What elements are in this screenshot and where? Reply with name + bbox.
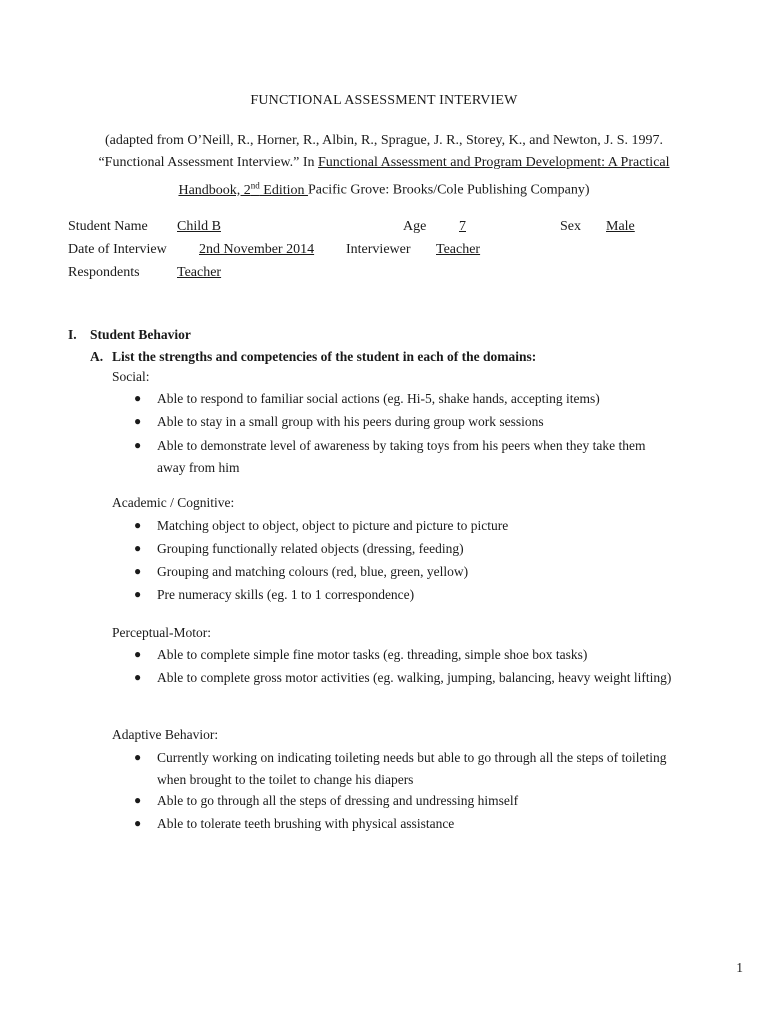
bullet-icon: ● [134,541,142,555]
citation-handbook: Handbook, 2 [178,182,251,198]
bullet-icon: ● [134,518,142,532]
list-item [134,561,674,583]
list-item-text: Pre numeracy skills (eg. 1 to 1 correspondence) [157,587,415,602]
list-item [134,644,674,666]
citation-line-1: (adapted from O’Neill, R., Horner, R., Albin, R., Sprague, J. R., Storey, K., and Newton, J. S. 1997. [104,133,664,148]
citation-book-title: Functional Assessment and Program Development: A Practical [318,155,670,170]
list-item-text: Able to tolerate teeth brushing with physical assistance [157,816,455,831]
list-item-text: Able to demonstrate level of awareness by taking toys from his peers when they take them away from him [157,438,646,475]
list-item [134,813,674,835]
domain-label-perceptual: Perceptual-Motor: [112,625,211,640]
age-value: 7 [459,219,466,234]
citation-line-2 [60,152,708,174]
interviewer-value: Teacher [436,242,481,257]
sex-value: Male [606,219,635,234]
bullet-icon: ● [134,670,142,684]
edition-superscript: nd [250,180,260,190]
bullet-icon: ● [134,647,142,661]
domain-label-academic: Academic / Cognitive: [112,495,235,510]
list-item-text: Able to stay in a small group with his peers during group work sessions [157,414,544,429]
list-item-text: Grouping and matching colours (red, blue, green, yellow) [157,564,469,579]
document-title: FUNCTIONAL ASSESSMENT INTERVIEW [250,93,518,108]
bullet-icon: ● [134,587,142,601]
list-item [134,538,674,560]
bullet-icon: ● [134,816,142,830]
respondents-value: Teacher [177,265,222,280]
interviewer-label: Interviewer [346,242,411,257]
list-item-text: Able to respond to familiar social actions (eg. Hi-5, shake hands, accepting items) [157,391,600,406]
list-item-text: Currently working on indicating toileting needs but able to go through all the steps of toileting when brought to the toilet to change his diapers [157,750,667,787]
list-item [134,435,674,478]
list-item-text: Matching object to object, object to picture and picture to picture [157,518,509,533]
list-item [134,667,674,689]
citation-line-3 [60,174,708,202]
domain-label-social: Social: [112,369,150,384]
citation-publisher: Pacific Grove: Brooks/Cole Publishing Company) [308,182,590,198]
respondents-label: Respondents [68,265,140,280]
date-value: 2nd November 2014 [199,242,315,257]
bullet-icon: ● [134,391,142,405]
list-item [134,747,674,790]
citation-edition: Edition [259,182,309,198]
bullet-icon: ● [134,438,142,452]
list-item-text: Able to go through all the steps of dressing and undressing himself [157,793,519,808]
bullet-icon: ● [134,793,142,807]
bullet-icon: ● [134,564,142,578]
list-item [134,388,674,410]
subsection-title: List the strengths and competencies of the student in each of the domains: [112,349,537,364]
list-item [134,584,674,606]
student-name-value: Child B [177,219,221,234]
citation [60,130,708,202]
student-name-label: Student Name [68,219,148,234]
age-label: Age [403,219,427,234]
date-label: Date of Interview [68,242,167,257]
citation-article: “Functional Assessment Interview.” In [98,155,319,170]
list-item-text: Grouping functionally related objects (dressing, feeding) [157,541,464,556]
bullet-icon: ● [134,414,142,428]
list-item-text: Able to complete simple fine motor tasks (eg. threading, simple shoe box tasks) [157,647,588,662]
list-item-text: Able to complete gross motor activities (eg. walking, jumping, balancing, heavy weight lifting) [157,670,672,685]
bullet-icon: ● [134,750,142,764]
list-item [134,515,674,537]
section-number: I. [68,327,77,342]
list-item [134,411,674,433]
domain-label-adaptive: Adaptive Behavior: [112,727,219,742]
page-number: 1 [736,960,743,975]
sex-label: Sex [560,219,581,234]
section-title: Student Behavior [90,327,191,342]
citation-book-title-cont [178,180,309,198]
list-item [134,790,674,812]
subsection-number: A. [90,349,104,364]
subsection-heading [90,349,536,365]
